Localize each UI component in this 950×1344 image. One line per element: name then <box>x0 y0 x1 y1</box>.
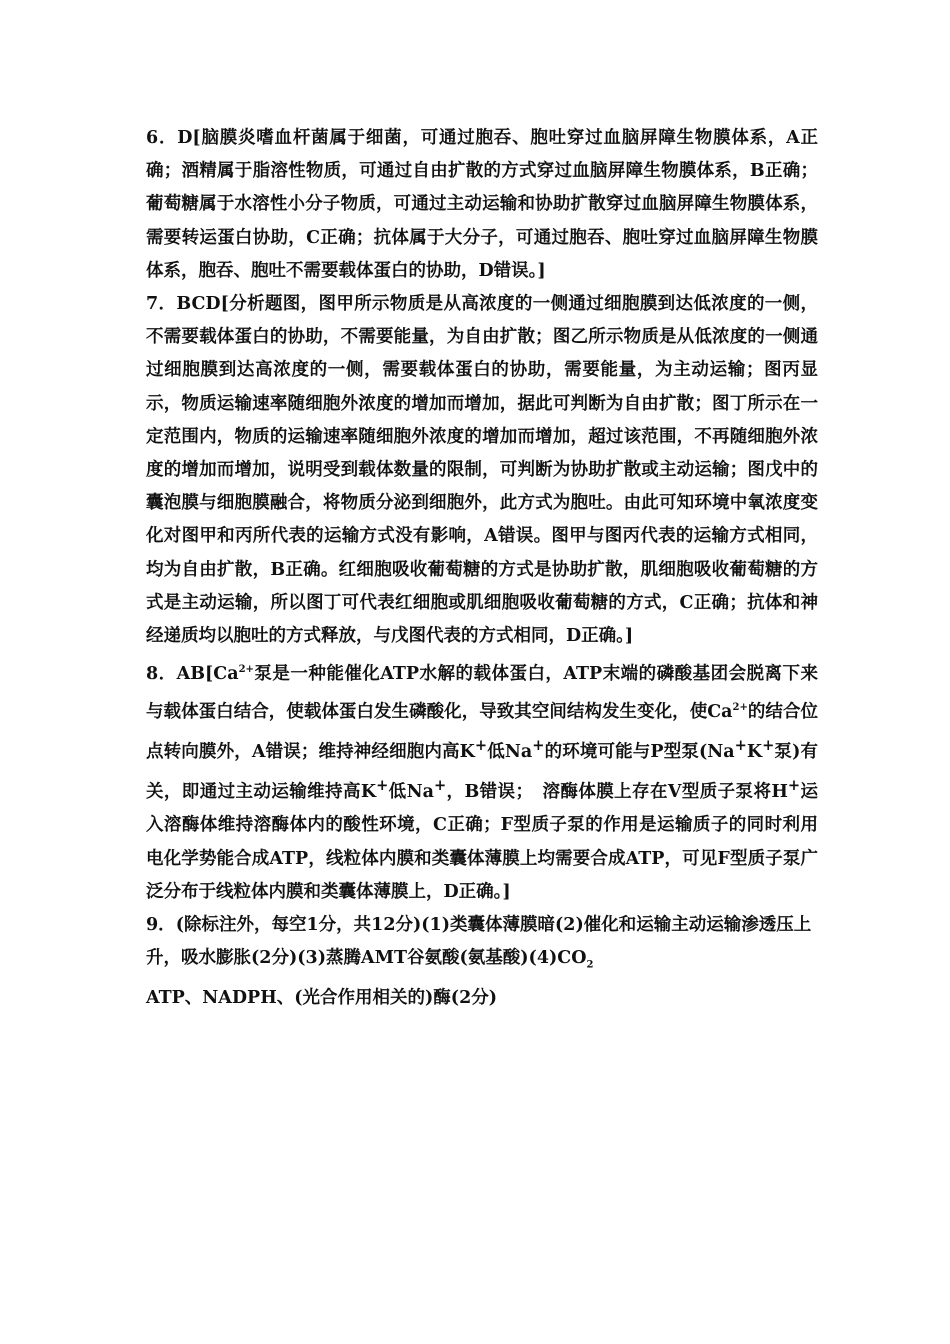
answer-8-text-10: 运入溶酶体维持溶酶体内的酸性环境，C正确；F型质子泵的作用是运输质子的同时利用电化学势能合成ATP，线粒体内膜和类囊体薄膜上均需要合成ATP，可见F型质子泵广泛分布于线粒体内膜和类囊体薄膜上，D正确。] <box>146 782 819 902</box>
answer-7-number: 7．BCD <box>146 294 221 315</box>
answer-8-sup-1: 2+ <box>238 664 254 676</box>
answer-8-text-6: K <box>746 742 763 763</box>
answer-9-part-7: AMT <box>361 948 407 969</box>
answer-8-number: 8．AB <box>146 664 206 685</box>
answer-9-part-1: (除标注外，每空1分，共12分)(1)类囊体薄膜 <box>175 914 538 935</box>
answer-9 <box>146 909 818 1015</box>
answer-6-text: [脑膜炎嗜血杆菌属于细菌，可通过胞吞、胞吐穿过血脑屏障生物膜体系，A正确；酒精属于脂溶性物质，可通过自由扩散的方式穿过血脑屏障生物膜体系，B正确；葡萄糖属于水溶性小分子物质，可通过主动运输和协助扩散穿过血脑屏障生物膜体系，需要转运蛋白协助，C正确；抗体属于大分子，可通过胞吞、胞吐穿过血脑屏障生物膜体系，胞吞、胞吐不需要载体蛋白的协助，D错误。] <box>146 128 818 281</box>
answer-8-text-1: [Ca <box>205 664 239 685</box>
answer-8-text-5: 的环境可能与P型泵(Na <box>544 742 735 763</box>
answer-8-text-2: 泵是一种能催化ATP水解的载体蛋白，ATP末端的磷酸基团会脱离下来与载体蛋白结合，使载体蛋白发生磷酸化，导致其空间结构发生变化，使Ca <box>146 664 818 723</box>
answer-8-sup-4: + <box>532 737 545 755</box>
answer-9-part-2: 暗 <box>537 914 556 935</box>
answer-6-number: 6．D <box>146 128 193 148</box>
answer-8-text-8: 低Na <box>388 782 434 803</box>
answer-9-sub: 2 <box>586 959 594 971</box>
answer-9-part-4: 主动运输 <box>671 914 742 935</box>
answer-8-sup-9: + <box>787 777 801 795</box>
answer-8-text-4: 低Na <box>487 742 533 763</box>
answer-9-number: 9． <box>146 914 176 935</box>
answer-8-sup-2: 2+ <box>732 702 748 714</box>
answer-8-sup-6: + <box>762 737 775 755</box>
answer-8-text-3: 的结合位点转向膜外，A错误；维持神经细胞内高K <box>146 702 819 763</box>
answer-9-part-6: (3)蒸腾 <box>297 948 361 969</box>
answer-9-part-5: 渗透压上升，吸水膨胀(2分) <box>146 914 812 969</box>
answer-7 <box>146 288 818 653</box>
answer-7-text: [分析题图，图甲所示物质是从高浓度的一侧通过细胞膜到达低浓度的一侧，不需要载体蛋白的协助，不需要能量，为自由扩散；图乙所示物质是从低浓度的一侧通过细胞膜到达高浓度的一侧，需要载体蛋白的协助，需要能量，为主动运输；图丙显示，物质运输速率随细胞外浓度的增加而增加，据此可判断为自由扩散；图丁所示在一定范围内，物质的运输速率随细胞外浓度的增加而增加，超过该范围，不再随细胞外浓度的增加而增加，说明受到载体数量的限制，可判断为协助扩散或主动运输；图戊中的囊泡膜与细胞膜融合，将物质分泌到细胞外，此方式为胞吐。由此可知环境中氧浓度变化对图甲和丙所代表的运输方式没有影响，A错误。图甲与图丙代表的运输方式相同，均为自由扩散，B正确。红细胞吸收葡萄糖的方式是协助扩散，肌细胞吸收葡萄糖的方式是主动运输，所以图丁可代表红细胞或肌细胞吸收葡萄糖的方式，C正确；抗体和神经递质均以胞吐的方式释放，与戊图代表的方式相同，D正确。] <box>146 294 818 647</box>
answer-8-sup-5: + <box>734 737 747 755</box>
answer-9-part-10: ATP、NADPH、(光合作用相关的)酶(2分) <box>146 987 498 1008</box>
answer-8-text-9: ，B错误； 溶酶体膜上存在V型质子泵将H <box>446 782 788 803</box>
answer-8-sup-8: + <box>433 777 447 795</box>
answer-content <box>146 122 818 1015</box>
answer-9-part-8: 谷氨酸(氨基酸) <box>406 948 529 969</box>
answer-8 <box>146 653 818 909</box>
answer-9-part-9: (4)CO <box>528 948 587 969</box>
answer-8-sup-7: + <box>376 777 389 795</box>
answer-6 <box>146 122 818 288</box>
answer-9-part-3: (2)催化和运输 <box>555 914 672 935</box>
answer-8-text-7: 泵)有关，即通过主动运输维持高K <box>146 742 818 803</box>
answer-8-sup-3: + <box>474 737 488 755</box>
